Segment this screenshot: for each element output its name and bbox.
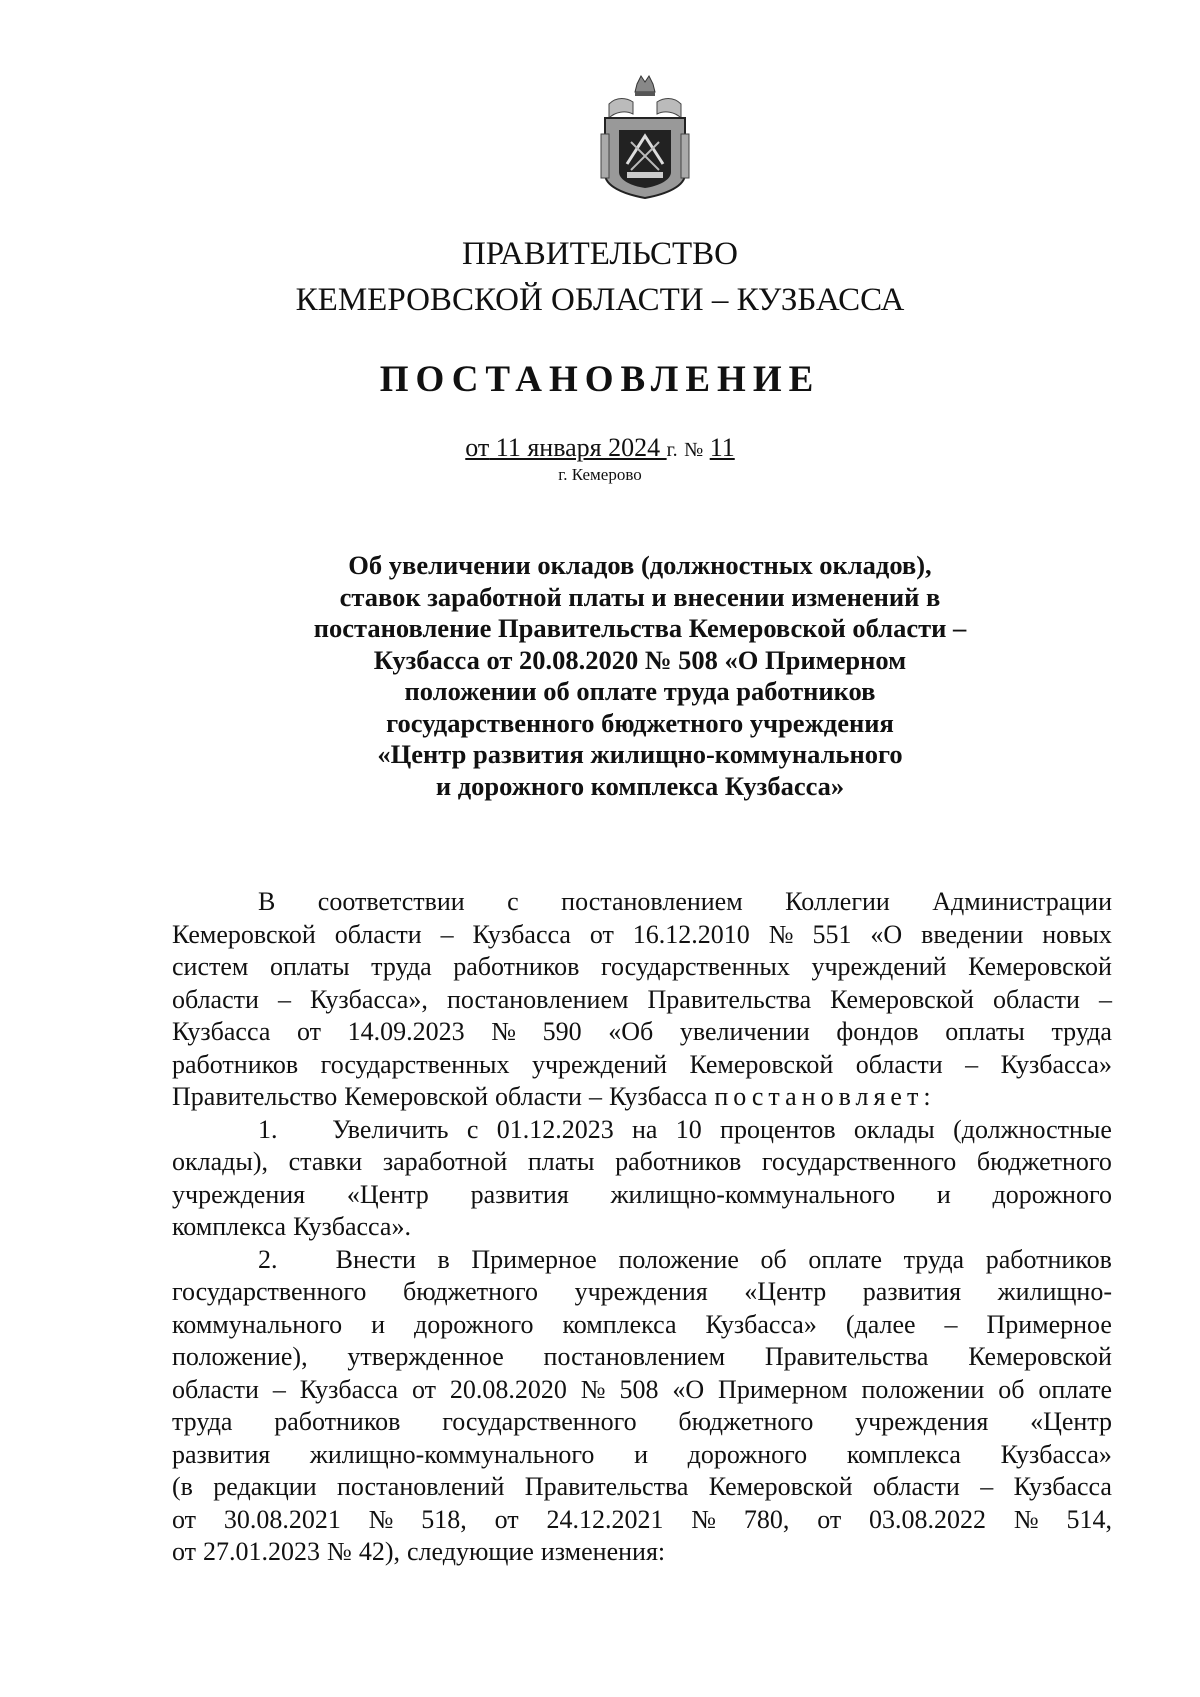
body-word: развития <box>470 1179 569 1209</box>
body-word: дорожного <box>414 1309 534 1339</box>
body-word: труда <box>172 1407 233 1436</box>
body-word: № <box>768 919 794 949</box>
title-line: Кузбасса от 20.08.2020 № 508 «О Примерном <box>373 644 907 675</box>
body-word: Кузбасса» <box>1000 1049 1112 1079</box>
body-word: Кузбасса». <box>293 1212 411 1241</box>
body-line <box>172 1211 1112 1244</box>
body-word: жилищно-коммунального <box>610 1179 896 1209</box>
body-word: новых <box>1042 919 1112 949</box>
body-word: – <box>1098 984 1112 1014</box>
body-word: развития <box>862 1277 962 1306</box>
body-word: оплате <box>1038 1374 1112 1404</box>
body-line <box>172 1114 1112 1147</box>
body-word: постановлением <box>543 1342 726 1371</box>
clause-number: 2. <box>258 1244 278 1274</box>
body-word: государственных <box>601 952 790 981</box>
body-word: труда <box>903 1244 965 1274</box>
title-line: государственного бюджетного учреждения <box>386 707 894 738</box>
body-word: дорожного <box>687 1439 808 1469</box>
body-word: Кемеровской <box>708 1472 853 1501</box>
body-word: 24.12.2021 <box>546 1504 664 1534</box>
title-line: постановление Правительства Кемеровской области – <box>313 613 967 643</box>
body-word: редакции <box>213 1472 317 1501</box>
body-word: государственного <box>761 1147 957 1176</box>
body-word: Правительства <box>764 1342 929 1371</box>
body-word: учреждения <box>574 1277 708 1306</box>
body-word: учреждения <box>172 1179 306 1209</box>
body-word: учреждения <box>855 1407 989 1436</box>
body-word: Кемеровской <box>344 1082 489 1111</box>
body-word: 514, <box>1066 1504 1112 1534</box>
body-word: области <box>172 1374 259 1404</box>
body-word: 03.08.2022 <box>869 1504 987 1534</box>
body-word: об <box>998 1374 1025 1404</box>
body-word: от <box>172 1504 197 1534</box>
body-word: – <box>965 1049 979 1079</box>
body-line <box>172 1341 1112 1374</box>
body-word: «Центр <box>1030 1407 1112 1436</box>
body-word: постановляет: <box>714 1082 936 1111</box>
title-line: ставок заработной платы и внесении изменений в <box>339 581 941 612</box>
body-word: положении <box>861 1374 985 1404</box>
clause-number: 1. <box>258 1114 278 1144</box>
body-word: «О <box>672 1374 705 1404</box>
document-body <box>172 886 1112 1569</box>
body-word: Кузбасса», <box>310 984 428 1014</box>
body-word: № <box>327 1537 352 1566</box>
body-word: в <box>437 1244 450 1274</box>
body-word: № <box>491 1017 517 1046</box>
body-word: Кузбасса» <box>1000 1439 1112 1469</box>
body-word: на <box>631 1114 658 1144</box>
body-line <box>172 886 1112 919</box>
body-word: области <box>993 984 1080 1014</box>
body-word: следующие <box>407 1537 534 1566</box>
body-word: Увеличить <box>332 1114 449 1144</box>
body-word: фондов <box>836 1017 919 1046</box>
date-prefix: от <box>465 433 490 462</box>
body-word: от <box>172 1537 197 1566</box>
title-line: «Центр развития жилищно-коммунального <box>377 739 903 769</box>
body-word: и <box>936 1179 951 1209</box>
body-word: Кемеровской <box>968 952 1112 981</box>
body-word: комплекса <box>562 1309 677 1339</box>
body-word: труда <box>371 952 432 981</box>
body-word: – <box>272 1374 286 1404</box>
body-word: № <box>368 1504 394 1534</box>
body-word: 30.08.2021 <box>223 1504 341 1534</box>
body-word: (в <box>172 1472 193 1501</box>
title-line: Об увеличении окладов (должностных окладов), <box>348 550 932 580</box>
body-word: 27.01.2023 <box>203 1537 321 1566</box>
body-word: 42), <box>358 1537 401 1566</box>
body-word: 20.08.2020 <box>449 1374 567 1404</box>
body-word: Кузбасса <box>299 1374 399 1404</box>
body-word: Кемеровской <box>172 919 316 949</box>
body-word: Внести <box>335 1244 416 1274</box>
kuzbass-coat-of-arms-icon <box>597 74 693 200</box>
body-line <box>172 1146 1112 1179</box>
body-word: и <box>371 1309 386 1339</box>
body-word: «Центр <box>346 1179 429 1209</box>
body-word: № <box>580 1374 606 1404</box>
body-word: (должностные <box>953 1114 1112 1144</box>
body-word: работников <box>453 952 580 981</box>
body-word: работников <box>985 1244 1112 1274</box>
body-word: от <box>296 1017 322 1046</box>
document-date-number <box>0 433 1200 465</box>
body-word: постановлением <box>446 984 629 1014</box>
document-type-heading: ПОСТАНОВЛЕНИЕ <box>379 359 821 400</box>
body-word: работников <box>274 1407 401 1436</box>
body-word: изменения: <box>540 1537 666 1566</box>
body-line <box>172 1471 1112 1504</box>
body-word: жилищно- <box>997 1277 1112 1306</box>
body-word: Кемеровской <box>689 1049 834 1079</box>
body-word: области <box>872 1472 960 1501</box>
body-line <box>172 984 1112 1017</box>
body-word: В <box>258 887 276 916</box>
body-word: – <box>588 1082 602 1111</box>
body-word: Кузбасса» <box>705 1309 817 1339</box>
body-word: от <box>494 1504 519 1534</box>
body-word: № <box>1013 1504 1039 1534</box>
body-word: 551 <box>812 919 852 949</box>
document-date: 11 января 2024 <box>489 433 667 462</box>
body-word: увеличении <box>679 1017 810 1046</box>
body-line <box>172 1016 1112 1049</box>
body-word: «Об <box>608 1017 654 1046</box>
body-word: с <box>507 887 519 916</box>
body-word: области <box>334 919 422 949</box>
body-word: платы <box>527 1147 595 1176</box>
body-word: Кузбасса <box>1013 1472 1112 1501</box>
body-line <box>172 1504 1112 1537</box>
body-word: труда <box>1051 1017 1112 1046</box>
body-word: развития <box>172 1439 271 1469</box>
body-word: Кемеровской <box>830 984 974 1014</box>
year-suffix: г. <box>666 439 678 461</box>
body-word: оплате <box>808 1244 883 1274</box>
body-word: Примерном <box>718 1374 848 1404</box>
body-word: Администрации <box>932 887 1112 916</box>
body-word: утвержденное <box>347 1342 504 1371</box>
body-word: государственного <box>172 1277 367 1306</box>
body-word: процентов <box>720 1114 836 1144</box>
body-word: государственного <box>442 1407 637 1436</box>
body-line <box>172 1276 1112 1309</box>
body-word: комплекса <box>846 1439 961 1469</box>
body-word: 16.12.2010 <box>632 919 750 949</box>
body-word: Примерное <box>986 1309 1112 1339</box>
body-word: – <box>944 1309 958 1339</box>
body-word: положение <box>618 1244 739 1274</box>
body-line <box>172 1244 1112 1277</box>
body-word: коммунального <box>172 1309 343 1339</box>
body-word: 10 <box>675 1114 702 1144</box>
body-word: – <box>980 1472 994 1501</box>
body-word: Правительства <box>647 984 812 1014</box>
body-word: и <box>634 1439 649 1469</box>
body-word: оплаты <box>945 1017 1025 1046</box>
body-word: 01.12.2023 <box>496 1114 614 1144</box>
body-word: Примерное <box>471 1244 597 1274</box>
document-number: 11 <box>709 433 735 462</box>
body-word: постановлений <box>337 1472 505 1501</box>
body-word: ставки <box>288 1147 363 1176</box>
body-word: комплекса <box>172 1212 287 1241</box>
body-word: Кузбасса <box>172 1017 271 1046</box>
body-word: – <box>440 919 454 949</box>
body-word: «Центр <box>744 1277 827 1306</box>
body-word: оклады), <box>172 1147 269 1176</box>
body-word: об <box>760 1244 787 1274</box>
body-word: соответствии <box>317 887 465 916</box>
body-word: введении <box>921 919 1024 949</box>
body-word: «О <box>870 919 903 949</box>
government-name-line1: ПРАВИТЕЛЬСТВО <box>461 236 739 272</box>
body-word: дорожного <box>992 1179 1112 1209</box>
body-word: работников <box>172 1049 299 1079</box>
body-word: бюджетного <box>976 1147 1112 1176</box>
body-word: 508 <box>619 1374 659 1404</box>
body-word: области <box>855 1049 943 1079</box>
body-word: бюджетного <box>678 1407 814 1436</box>
body-line <box>172 1374 1112 1407</box>
body-line <box>172 1179 1112 1212</box>
body-word: – <box>277 984 291 1014</box>
body-word: области <box>495 1082 582 1111</box>
body-word: Кузбасса <box>608 1082 708 1111</box>
body-word: Правительство <box>172 1082 338 1111</box>
document-title <box>260 550 1020 802</box>
body-word: работников <box>615 1147 742 1176</box>
body-word: с <box>466 1114 479 1144</box>
body-word: Коллегии <box>785 887 890 916</box>
body-word: государственных <box>320 1049 510 1079</box>
body-word: (далее <box>845 1309 916 1339</box>
body-word: 780, <box>743 1504 790 1534</box>
body-word: оплаты <box>269 952 350 981</box>
body-word: от <box>817 1504 842 1534</box>
body-word: Кемеровской <box>968 1342 1112 1371</box>
body-word: № <box>691 1504 717 1534</box>
body-line <box>172 1049 1112 1082</box>
body-word: от <box>589 919 614 949</box>
body-line <box>172 919 1112 952</box>
title-line: положении об оплате труда работников <box>404 676 876 706</box>
body-word: постановлением <box>561 887 743 916</box>
body-word: систем <box>172 952 249 981</box>
body-word: области <box>172 984 259 1014</box>
body-word: 518, <box>421 1504 467 1534</box>
body-word: бюджетного <box>402 1277 538 1306</box>
title-line: и дорожного комплекса Кузбасса» <box>435 770 845 801</box>
body-word: заработной <box>382 1147 508 1176</box>
body-word: жилищно-коммунального <box>309 1439 595 1469</box>
document-city: г. Кемерово <box>558 465 642 484</box>
body-line <box>172 1439 1112 1472</box>
body-line <box>172 1309 1112 1342</box>
body-word: от <box>411 1374 436 1404</box>
body-word: Правительства <box>524 1472 689 1501</box>
body-word: 590 <box>542 1017 582 1046</box>
body-line <box>172 951 1112 984</box>
body-word: учреждений <box>531 1049 668 1079</box>
number-sign: № <box>684 439 704 461</box>
government-name-line2: КЕМЕРОВСКОЙ ОБЛАСТИ – КУЗБАССА <box>295 282 905 318</box>
body-word: положение), <box>172 1342 308 1371</box>
body-line <box>172 1081 1112 1114</box>
body-word: оклады <box>853 1114 935 1144</box>
body-word: Кузбасса <box>472 919 571 949</box>
body-word: учреждений <box>811 952 947 981</box>
body-line <box>172 1536 1112 1569</box>
body-word: 14.09.2023 <box>347 1017 465 1046</box>
body-line <box>172 1406 1112 1439</box>
